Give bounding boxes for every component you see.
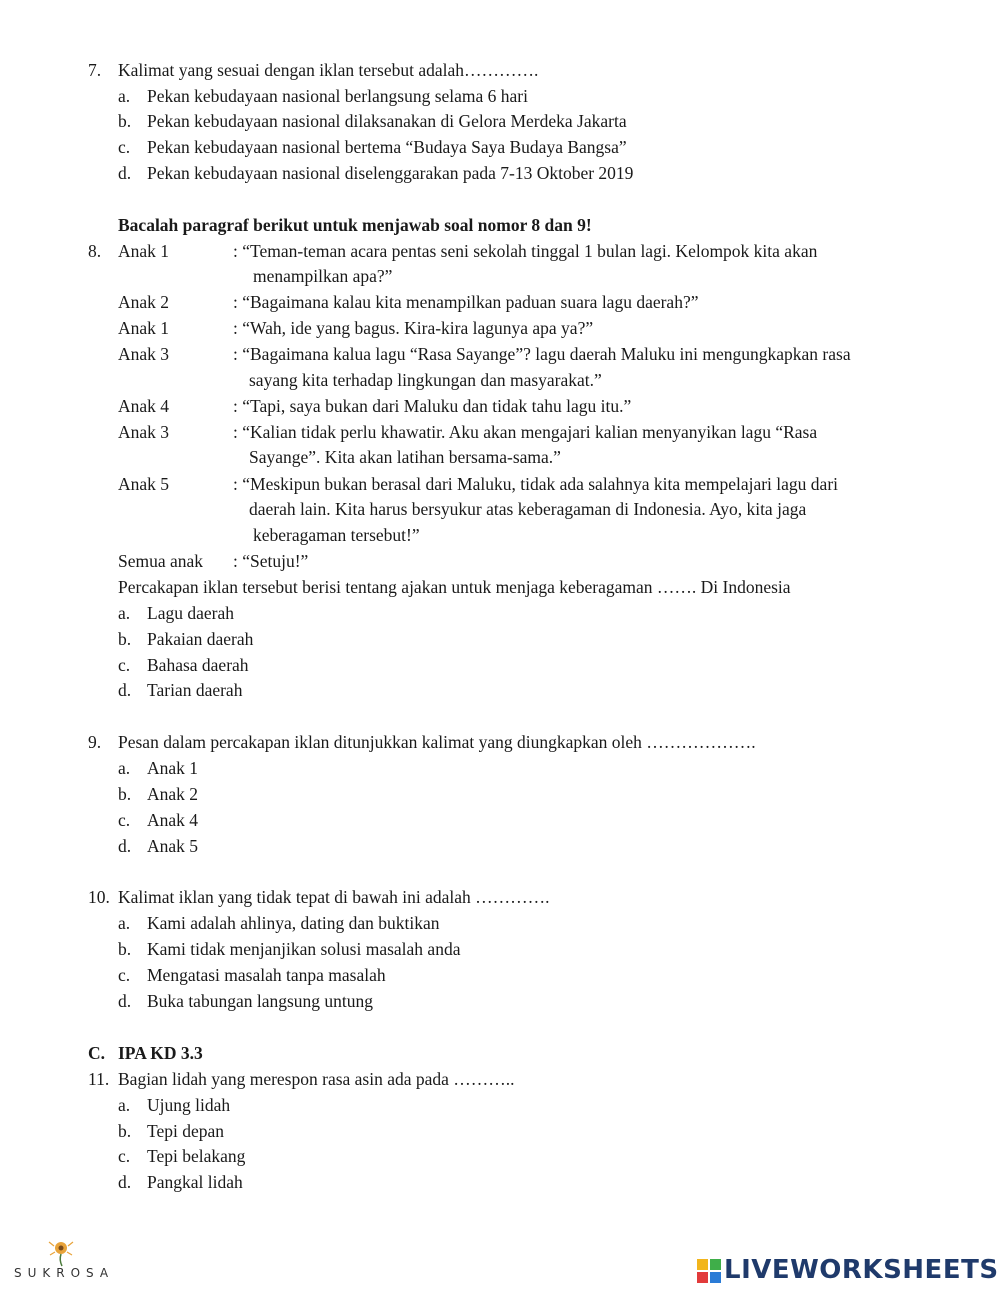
q11-option-c-letter: c. (118, 1146, 131, 1166)
q10-option-a[interactable]: Kami adalah ahlinya, dating dan buktikan (147, 913, 440, 933)
q11-option-d-letter: d. (118, 1172, 132, 1192)
q10-option-c-letter: c. (118, 965, 131, 985)
q10-option-b-letter: b. (118, 939, 132, 959)
sukrosa-logo-text: SUKROSA (14, 1266, 115, 1280)
dialogue-line: : “Kalian tidak perlu khawatir. Aku akan mengajari kalian menyanyikan lagu “Rasa (233, 422, 818, 442)
q9-option-c-letter: c. (118, 810, 131, 830)
q7-option-d-letter: d. (118, 163, 132, 183)
q9-option-a[interactable]: Anak 1 (147, 758, 199, 778)
dialogue-speaker: Anak 2 (118, 292, 170, 312)
dialogue-speaker: Anak 1 (118, 241, 170, 261)
question-9-text: Pesan dalam percakapan iklan ditunjukkan kalimat yang diungkapkan oleh ………………. (118, 732, 756, 752)
q11-option-a[interactable]: Ujung lidah (147, 1095, 231, 1115)
q9-option-b[interactable]: Anak 2 (147, 784, 199, 804)
q10-option-d-letter: d. (118, 991, 132, 1011)
liveworksheets-logo-text: LIVEWORKSHEETS (724, 1255, 999, 1285)
q11-option-a-letter: a. (118, 1095, 131, 1115)
dialogue-line: menampilkan apa?” (253, 266, 393, 286)
q9-option-b-letter: b. (118, 784, 132, 804)
q9-option-d[interactable]: Anak 5 (147, 836, 199, 856)
dialogue-line: : “Tapi, saya bukan dari Maluku dan tidak tahu lagu itu.” (233, 396, 632, 416)
q7-option-b[interactable]: Pekan kebudayaan nasional dilaksanakan di Gelora Merdeka Jakarta (147, 111, 627, 131)
q7-option-a[interactable]: Pekan kebudayaan nasional berlangsung selama 6 hari (147, 86, 528, 106)
question-9-number: 9. (88, 732, 102, 752)
q9-option-a-letter: a. (118, 758, 131, 778)
question-7-text: Kalimat yang sesuai dengan iklan tersebut adalah…………. (118, 60, 539, 80)
q7-option-c-letter: c. (118, 137, 131, 157)
dialogue-line: : “Wah, ide yang bagus. Kira-kira lagunya apa ya?” (233, 318, 594, 338)
dialogue-line: : “Bagaimana kalau kita menampilkan paduan suara lagu daerah?” (233, 292, 699, 312)
q7-option-c[interactable]: Pekan kebudayaan nasional bertema “Budaya Saya Budaya Bangsa” (147, 137, 627, 157)
dialogue-line: : “Setuju!” (233, 551, 309, 571)
q10-option-d[interactable]: Buka tabungan langsung untung (147, 991, 374, 1011)
q10-option-c[interactable]: Mengatasi masalah tanpa masalah (147, 965, 386, 985)
dialogue-line: daerah lain. Kita harus bersyukur atas keberagaman di Indonesia. Ayo, kita jaga (249, 499, 807, 519)
dialogue-line: Sayange”. Kita akan latihan bersama-sama.” (249, 447, 561, 467)
dialogue-speaker: Anak 4 (118, 396, 170, 416)
question-10-number: 10. (88, 887, 110, 907)
q11-option-b[interactable]: Tepi depan (147, 1121, 225, 1141)
q7-option-a-letter: a. (118, 86, 131, 106)
question-7-number: 7. (88, 60, 102, 80)
dialogue-line: : “Teman-teman acara pentas seni sekolah tinggal 1 bulan lagi. Kelompok kita akan (233, 241, 818, 261)
q8-option-a[interactable]: Lagu daerah (147, 603, 234, 623)
dialogue-speaker: Anak 5 (118, 474, 170, 494)
dialogue-line: keberagaman tersebut!” (253, 525, 420, 545)
section-c-letter: C. (88, 1043, 106, 1063)
q8-option-a-letter: a. (118, 603, 131, 623)
dialogue-speaker: Anak 1 (118, 318, 170, 338)
q11-option-b-letter: b. (118, 1121, 132, 1141)
section-c-title: IPA KD 3.3 (118, 1043, 203, 1063)
question-10-text: Kalimat iklan yang tidak tepat di bawah ini adalah …………. (118, 887, 550, 907)
dialogue-speaker: Anak 3 (118, 422, 170, 442)
q11-option-c[interactable]: Tepi belakang (147, 1146, 246, 1166)
instruction-heading: Bacalah paragraf berikut untuk menjawab soal nomor 8 dan 9! (118, 215, 592, 235)
q8-option-c[interactable]: Bahasa daerah (147, 655, 249, 675)
q8-option-b-letter: b. (118, 629, 132, 649)
question-11-number: 11. (88, 1069, 110, 1089)
q10-option-b[interactable]: Kami tidak menjanjikan solusi masalah anda (147, 939, 461, 959)
q10-option-a-letter: a. (118, 913, 131, 933)
q8-option-c-letter: c. (118, 655, 131, 675)
q8-option-d[interactable]: Tarian daerah (147, 680, 243, 700)
q11-option-d[interactable]: Pangkal lidah (147, 1172, 243, 1192)
q7-option-b-letter: b. (118, 111, 132, 131)
question-11-text: Bagian lidah yang merespon rasa asin ada pada ……….. (118, 1069, 515, 1089)
dialogue-line: sayang kita terhadap lingkungan dan masyarakat.” (249, 370, 602, 390)
q9-option-c[interactable]: Anak 4 (147, 810, 199, 830)
q8-option-d-letter: d. (118, 680, 132, 700)
q7-option-d[interactable]: Pekan kebudayaan nasional diselenggarakan pada 7-13 Oktober 2019 (147, 163, 634, 183)
question-8-text: Percakapan iklan tersebut berisi tentang ajakan untuk menjaga keberagaman ……. Di Indonesia (118, 577, 791, 597)
question-8-number: 8. (88, 241, 102, 261)
q8-option-b[interactable]: Pakaian daerah (147, 629, 254, 649)
liveworksheets-icon (697, 1259, 721, 1283)
dialogue-speaker: Anak 3 (118, 344, 170, 364)
dialogue-speaker: Semua anak (118, 551, 204, 571)
q9-option-d-letter: d. (118, 836, 132, 856)
dialogue-line: : “Bagaimana kalua lagu “Rasa Sayange”? lagu daerah Maluku ini mengungkapkan rasa (233, 344, 851, 364)
dialogue-line: : “Meskipun bukan berasal dari Maluku, tidak ada salahnya kita mempelajari lagu dari (233, 474, 839, 494)
